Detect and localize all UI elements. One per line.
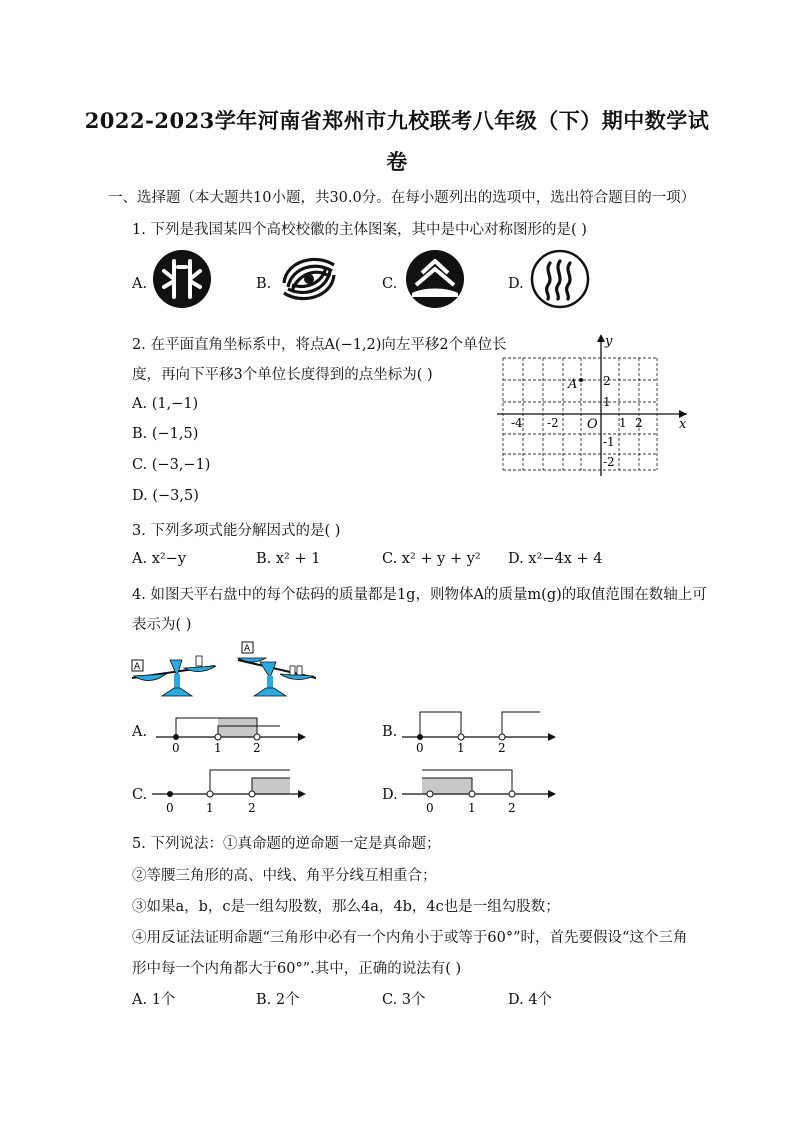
point-a-label: A: [568, 377, 578, 392]
tick-label: 1: [457, 741, 465, 754]
q5-option-c: C. 3个: [382, 992, 426, 1008]
origin-label: O: [587, 417, 598, 432]
q4-stem-line2: 表示为( ): [132, 617, 192, 633]
emblem-c-icon: [404, 249, 466, 309]
tick-label: 2: [508, 801, 516, 815]
x-axis-label: x: [679, 417, 687, 432]
q5-option-d: D. 4个: [508, 992, 553, 1008]
q1-label-b: B.: [256, 276, 272, 292]
y-tick: -2: [603, 455, 615, 469]
tick-label: 0: [172, 741, 180, 754]
tick-label: 0: [416, 741, 424, 754]
number-line-a: [150, 704, 312, 754]
tick-label: 2: [248, 801, 256, 815]
q4-stem-line1: 4. 如图天平右盘中的每个砝码的质量都是1g，则物体A的质量m(g)的取值范围在数轴上可: [132, 587, 707, 603]
q3-stem: 3. 下列多项式能分解因式的是( ): [132, 523, 341, 539]
balance-a-label: A: [134, 662, 141, 672]
tick-label: 1: [214, 741, 222, 754]
tick-label: 0: [426, 801, 434, 815]
y-tick: 2: [603, 374, 611, 388]
q1-label-a: A.: [132, 276, 148, 292]
exam-title-line2: 卷: [386, 149, 408, 174]
number-line-c: [150, 766, 312, 816]
emblem-d-icon: [530, 249, 590, 309]
q5-stem: 5. 下列说法：①真命题的逆命题一定是真命题；: [132, 836, 441, 852]
q2-option-a: A. (1,−1): [132, 396, 199, 412]
y-tick: -1: [603, 435, 615, 449]
tick-label: 2: [253, 741, 261, 754]
q5-statement-3: ③如果a，b，c是一组勾股数，那么4a，4b，4c也是一组勾股数；: [132, 899, 560, 915]
y-axis-label: y: [605, 334, 613, 349]
section-heading: 一、选择题（本大题共10小题，共30.0分。在每小题列出的选项中，选出符合题目的一项）: [108, 190, 696, 206]
q2-stem-line1: 2. 在平面直角坐标系中，将点A(−1,2)向左平移2个单位长: [132, 337, 507, 353]
q5-statement-4-line2: 形中每一个内角都大于60°”.其中，正确的说法有( ): [132, 961, 462, 977]
q5-statement-4-line1: ④用反证法证明命题“三角形中必有一个内角小于或等于60°”时，首先要假设“这个三角: [132, 930, 688, 946]
q5-option-b: B. 2个: [256, 992, 300, 1008]
q1-label-d: D.: [508, 276, 524, 292]
y-tick: 1: [603, 395, 611, 409]
number-line-d: [400, 766, 562, 816]
q5-statement-2: ②等腰三角形的高、中线、角平分线互相重合；: [132, 868, 437, 884]
q2-option-c: C. (−3,−1): [132, 457, 211, 473]
q4-label-a: A.: [132, 724, 148, 740]
q3-option-d: D. x²−4x + 4: [508, 551, 603, 567]
q5-option-a: A. 1个: [132, 992, 176, 1008]
balance-scales-illustration: [130, 638, 320, 700]
x-tick: -4: [511, 416, 523, 430]
q1-label-c: C.: [382, 276, 398, 292]
tick-label: 1: [468, 801, 476, 815]
q2-option-b: B. (−1,5): [132, 426, 199, 442]
q4-label-b: B.: [382, 724, 398, 740]
number-line-b: [400, 704, 562, 754]
emblem-b-icon: [276, 249, 342, 309]
tick-label: 2: [498, 741, 506, 754]
q4-label-c: C.: [132, 787, 148, 803]
exam-title-line1: 2022-2023学年河南省郑州市九校联考八年级（下）期中数学试: [84, 108, 710, 133]
tick-label: 0: [166, 801, 174, 815]
balance-a-label: A: [244, 644, 251, 654]
emblem-a-icon: [152, 249, 212, 309]
x-tick: 1: [619, 416, 627, 430]
x-tick: -2: [547, 416, 559, 430]
q4-label-d: D.: [382, 787, 398, 803]
coordinate-grid: [497, 330, 697, 480]
q3-option-a: A. x²−y: [132, 551, 187, 567]
tick-label: 1: [206, 801, 214, 815]
q1-stem: 1. 下列是我国某四个高校校徽的主体图案，其中是中心对称图形的是( ): [132, 222, 587, 238]
q3-option-b: B. x² + 1: [256, 551, 321, 567]
q2-stem-line2: 度，再向下平移3个单位长度得到的点坐标为( ): [132, 367, 433, 383]
q2-option-d: D. (−3,5): [132, 488, 199, 504]
q3-option-c: C. x² + y + y²: [382, 551, 481, 567]
x-tick: 2: [635, 416, 643, 430]
